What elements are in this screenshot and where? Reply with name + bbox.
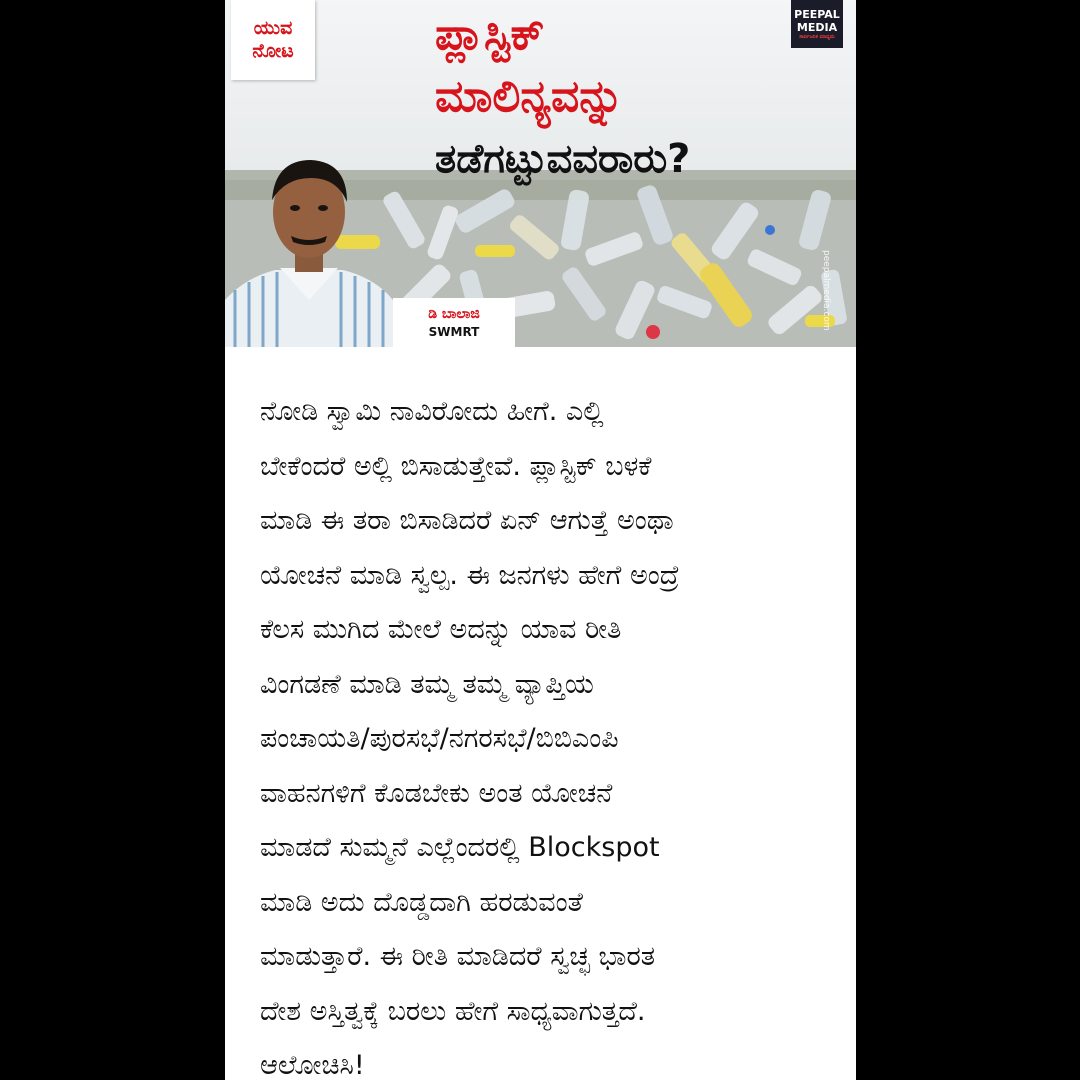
article-line: ವಾಹನಗಳಿಗೆ ಕೊಡಬೇಕು ಅಂತ ಯೋಚನೆ	[260, 777, 613, 809]
post-card	[225, 0, 856, 1080]
article-line: ಬೇಕೆಂದರೆ ಅಲ್ಲಿ ಬಿಸಾಡುತ್ತೇವೆ. ಪ್ಲಾಸ್ಟಿಕ್ ಬಳಕೆ	[260, 450, 652, 482]
headline-line-2: ಮಾಲಿನ್ಯವನ್ನು	[435, 71, 624, 122]
peepal-media-logo	[791, 0, 843, 48]
article-line: ಮಾಡಿ ಅದು ದೊಡ್ಡದಾಗಿ ಹರಡುವಂತೆ	[260, 886, 583, 918]
site-watermark: peepalmedia.com	[821, 250, 831, 331]
article-line: ಮಾಡಿ ಈ ತರಾ ಬಿಸಾಡಿದರೆ ಏನ್ ಆಗುತ್ತೆ ಅಂಥಾ	[260, 505, 674, 536]
article-line: ನೋಡಿ ಸ್ವಾಮಿ ನಾವಿರೋದು ಹೀಗೆ. ಎಲ್ಲಿ	[260, 396, 604, 427]
logo-line-2: MEDIA	[796, 20, 838, 34]
banner-image[interactable]	[225, 0, 856, 347]
author-org: SWMRT	[428, 324, 480, 339]
headline-line-3: ತಡೆಗಟ್ಟುವವರಾರು?	[435, 136, 691, 182]
banner-headline	[435, 4, 690, 190]
headline-line-1: ಪ್ಲಾಸ್ಟಿಕ್	[435, 9, 545, 60]
article-line: ದೇಶ ಅಸ್ತಿತ್ವಕ್ಕೆ ಬರಲು ಹೇಗೆ ಸಾಧ್ಯವಾಗುತ್ತದೆ.	[260, 995, 646, 1027]
article-line: ಮಾಡುತ್ತಾರೆ. ಈ ರೀತಿ ಮಾಡಿದರೆ ಸ್ವಚ್ಛ ಭಾರತ	[260, 941, 656, 972]
yuva-nota-badge	[231, 0, 315, 80]
article-body	[260, 385, 830, 1080]
article-line: ಮಾಡದೆ ಸುಮ್ಮನೆ ಎಲ್ಲೆಂದರಲ್ಲಿ Blockspot	[260, 832, 660, 863]
author-tag	[393, 298, 515, 347]
article-line: ವಿಂಗಡಣೆ ಮಾಡಿ ತಮ್ಮ ತಮ್ಮ ವ್ಯಾಪ್ತಿಯ	[260, 668, 594, 700]
logo-line-1: PEEPAL	[794, 7, 840, 21]
article-line: ಯೋಚನೆ ಮಾಡಿ ಸ್ವಲ್ಪ. ಈ ಜನಗಳು ಹೇಗೆ ಅಂದ್ರೆ	[260, 559, 680, 591]
article-line: ಆಲೋಚಿಸಿ!	[260, 1050, 365, 1080]
author-name: ಡಿ ಬಾಲಾಜಿ	[428, 305, 480, 322]
logo-tagline: ಸಾರ್ವಜನಿಕ ಮಾಧ್ಯಮ	[799, 33, 835, 40]
article-line: ಪಂಚಾಯತಿ/ಪುರಸಭೆ/ನಗರಸಭೆ/ಬಿಬಿಎಂಪಿ	[260, 723, 619, 754]
author-photo	[225, 150, 395, 347]
badge-line-1: ಯುವ	[253, 17, 293, 39]
badge-line-2: ನೋಟ	[252, 40, 294, 62]
article-line: ಕೆಲಸ ಮುಗಿದ ಮೇಲೆ ಅದನ್ನು ಯಾವ ರೀತಿ	[260, 614, 622, 645]
